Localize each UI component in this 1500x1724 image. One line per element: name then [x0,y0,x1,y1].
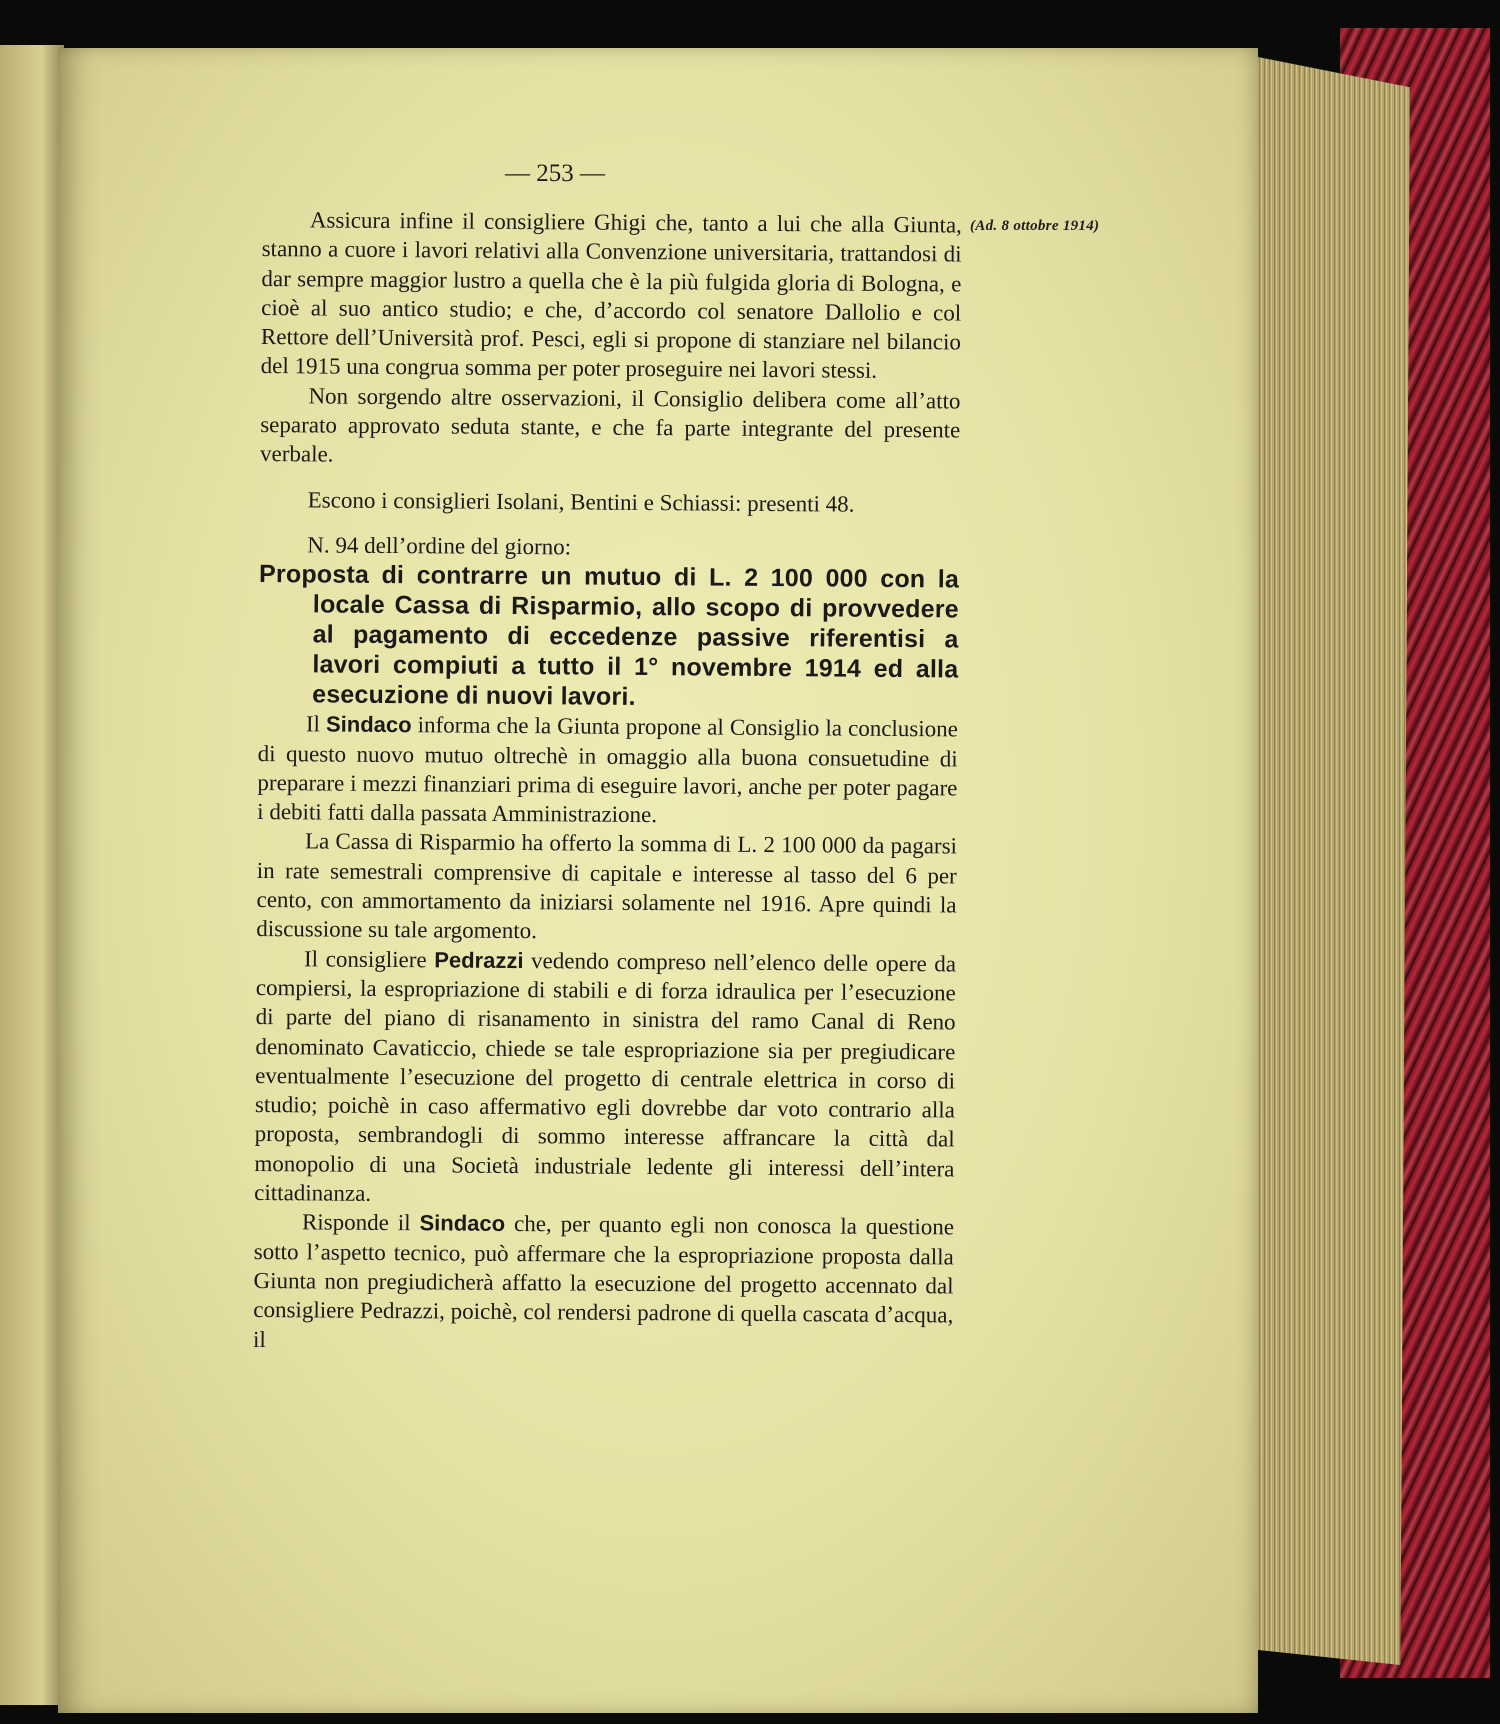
agenda-item-title: Proposta di contrarre un mutuo di L. 2 100 000 con la locale Cassa di Risparmio, allo scopo di provvedere al pagamento di eccedenze passive riferentisi a lavori compiuti a tutto il 1° novembre 1914 ed alla esecuzione di nuovi lavori. [258,560,960,712]
paragraph-ghigi: Assicura infine il consigliere Ghigi che, tanto a lui che alla Giunta, stanno a cuore i lavori relativi alla Convenzione universitaria, trattandosi di dar sempre maggior lustro a quella che è la più fulgida gloria di Bologna, e cioè al suo antico studio; e che, d’accordo col senatore Dallolio e col Rettore dell’Università prof. Pesci, egli si propone di stanziare nel bilancio del 1915 una congrua somma per poter proseguire nei lavori stessi. [260,207,962,384]
paragraph-cassa-offerta: La Cassa di Risparmio ha offerto la somma di L. 2 100 000 da pagarsi in rate semestrali comprensive di capitale e interesse al tasso del 6 per cento, con ammortamento da iniziarsi solamente nel 1916. Apre quindi la discussione su tale argomento. [256,828,958,944]
margin-date-note: (Ad. 8 ottobre 1914) [970,218,1100,234]
paragraph-sindaco-informa: Il Sindaco informa che la Giunta propone al Consiglio la conclusione di questo nuovo mutuo oltrechè in omaggio alla buona consuetudine di preparare i mezzi finanziari prima di eseguire lavori, anche per poter pagare i debiti fatti dalla passata Amministrazione. [257,711,959,828]
paragraph-risposta-sindaco: Risponde il Sindaco che, per quanto egli non conosca la questione sotto l’aspetto tecnico, può affermare che la espropriazione proposta dalla Giunta non pregiudicherà affatto la esecuzione del progetto accennato dal consigliere Pedrazzi, poichè, col rendersi padrone di quella cascata d’acqua, il [252,1209,955,1352]
speaker-name: Sindaco [325,711,412,738]
paragraph-attendance: Escono i consiglieri Isolani, Bentini e Schiassi: presenti 48. [307,487,855,517]
paragraph-deliberation: Non sorgendo altre osservazioni, il Consiglio delibera come all’atto separato approvato seduta stante, e che fa parte integrante del presente verbale. [259,383,961,467]
previous-page-edge [0,45,64,1705]
paragraph-pedrazzi: Il consigliere Pedrazzi vedendo compreso nell’elenco delle opere da compiersi, la espropriazione di stabili e di forza idraulica per l’esecuzione di parte del piano di risanamento in sinistra del ramo Canal di Reno denominato Cavaticcio, chiede se tale espropriazione sia per pregiudicare eventualmente l’esecuzione del progetto di centrale elettrica in corso di studio; poichè in caso affermativo egli dovrebbe dar voto contrario alla proposta, sembrandogli di sommo interesse affrancare la città dal monopolio di una Società industriale ledente gli interessi dell’intera cittadinanza. [254,945,957,1206]
page-edges [1248,55,1410,1665]
page-body-text [253,205,962,1359]
speaker-name: Sindaco [419,1210,506,1237]
page-number: — 253 — [505,160,605,187]
speaker-name: Pedrazzi [434,947,524,973]
agenda-item-number: N. 94 dell’ordine del giorno: [307,532,572,560]
